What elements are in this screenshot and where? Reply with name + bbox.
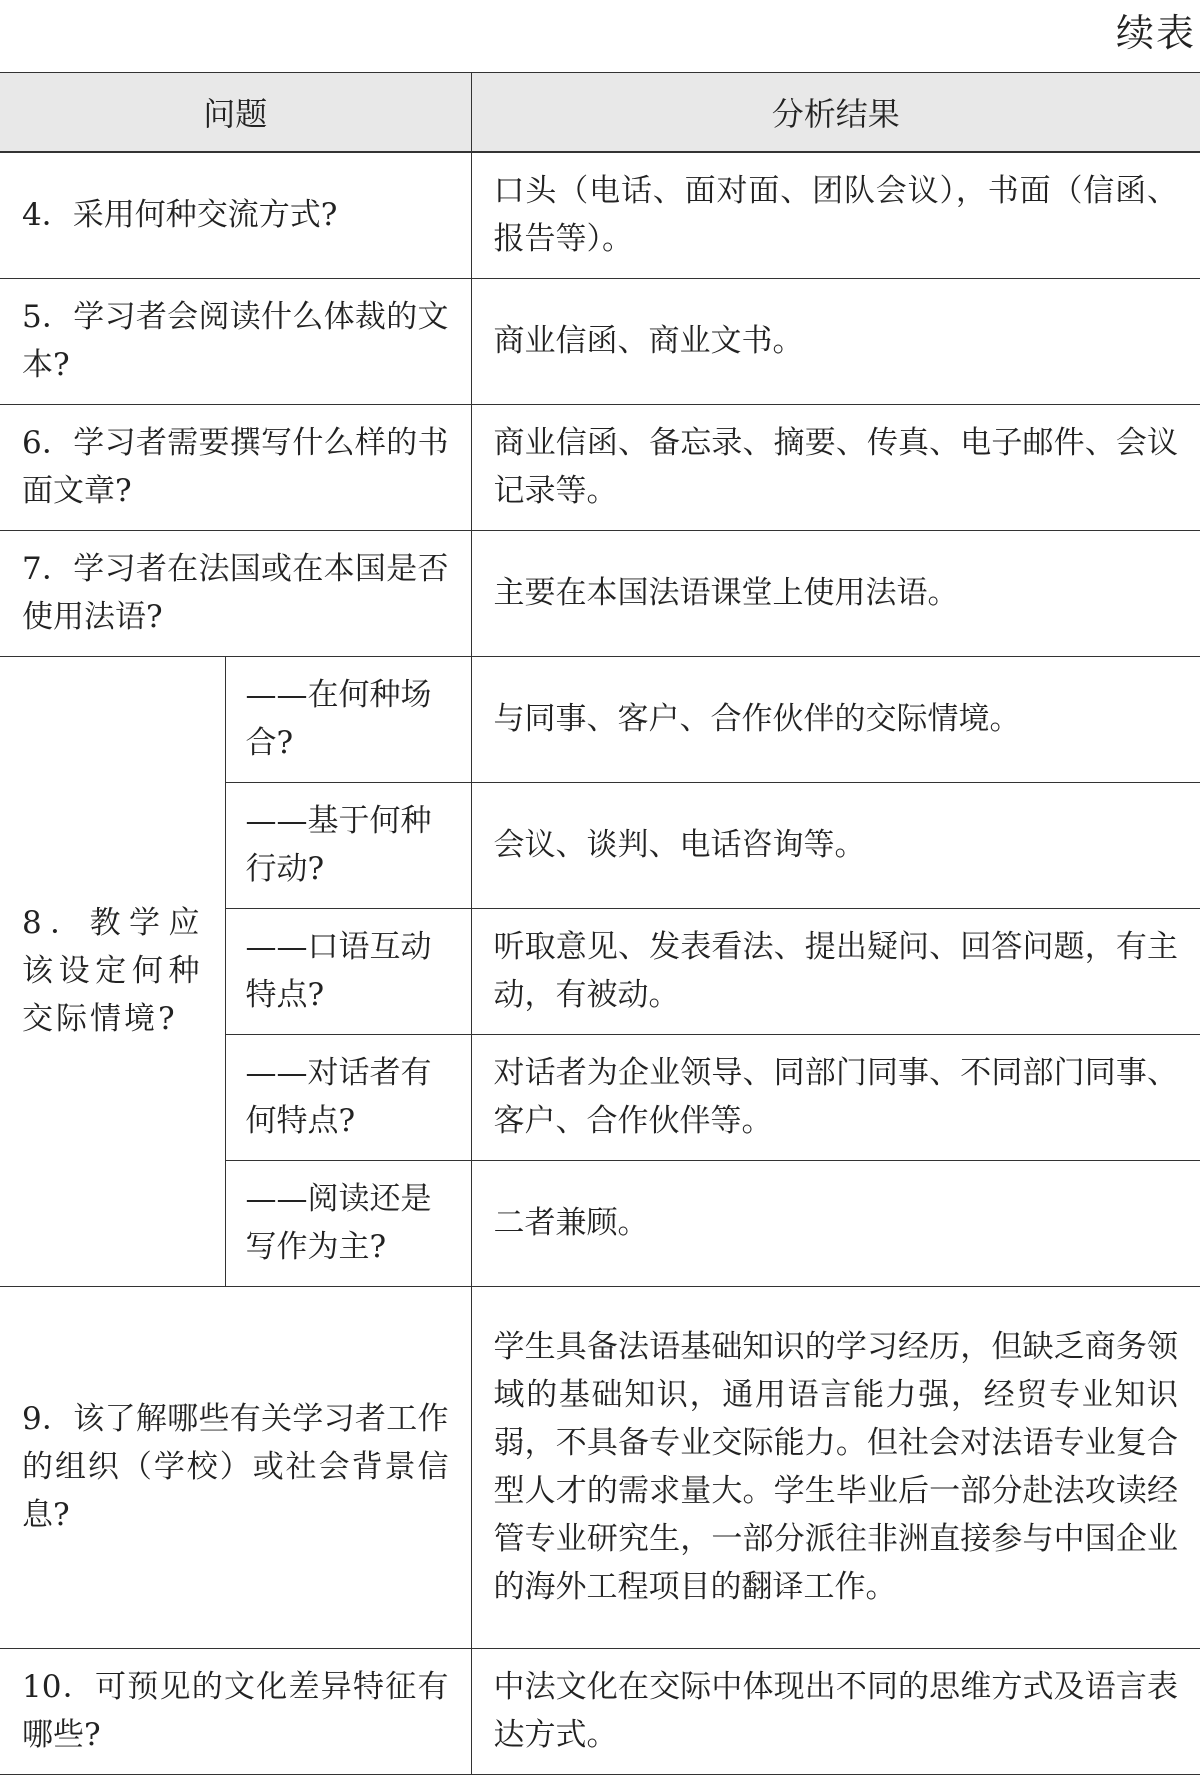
question-cell: 9．该了解哪些有关学习者工作的组织（学校）或社会背景信息? bbox=[0, 1286, 471, 1648]
question-cell: 4．采用何种交流方式? bbox=[0, 152, 471, 278]
result-cell: 与同事、客户、合作伙伴的交际情境。 bbox=[471, 656, 1200, 782]
header-question: 问题 bbox=[0, 73, 471, 153]
question-cell: 6．学习者需要撰写什么样的书面文章? bbox=[0, 404, 471, 530]
result-cell: 商业信函、备忘录、摘要、传真、电子邮件、会议记录等。 bbox=[471, 404, 1200, 530]
question-cell-8: 8．教学应该设定何种交际情境? bbox=[0, 656, 225, 1286]
sub-question-cell: ——对话者有何特点? bbox=[225, 1034, 471, 1160]
table-row bbox=[0, 404, 1200, 530]
result-cell: 中法文化在交际中体现出不同的思维方式及语言表达方式。 bbox=[471, 1648, 1200, 1774]
result-cell: 商业信函、商业文书。 bbox=[471, 278, 1200, 404]
result-cell: 会议、谈判、电话咨询等。 bbox=[471, 782, 1200, 908]
table-row bbox=[0, 152, 1200, 278]
sub-question-cell: ——阅读还是写作为主? bbox=[225, 1160, 471, 1286]
table-header-row bbox=[0, 73, 1200, 153]
header-result: 分析结果 bbox=[471, 73, 1200, 153]
result-cell: 二者兼顾。 bbox=[471, 1160, 1200, 1286]
result-cell: 听取意见、发表看法、提出疑问、回答问题，有主动，有被动。 bbox=[471, 908, 1200, 1034]
result-cell: 口头（电话、面对面、团队会议），书面（信函、报告等）。 bbox=[471, 152, 1200, 278]
question-cell: 7．学习者在法国或在本国是否使用法语? bbox=[0, 530, 471, 656]
result-cell: 对话者为企业领导、同部门同事、不同部门同事、客户、合作伙伴等。 bbox=[471, 1034, 1200, 1160]
analysis-table bbox=[0, 72, 1200, 1775]
table-row bbox=[0, 656, 1200, 782]
result-cell: 主要在本国法语课堂上使用法语。 bbox=[471, 530, 1200, 656]
sub-question-cell: ——在何种场合? bbox=[225, 656, 471, 782]
question-cell: 10．可预见的文化差异特征有哪些? bbox=[0, 1648, 471, 1774]
result-cell: 学生具备法语基础知识的学习经历，但缺乏商务领域的基础知识，通用语言能力强，经贸专业知识弱，不具备专业交际能力。但社会对法语专业复合型人才的需求量大。学生毕业后一部分赴法攻读经管专业研究生，一部分派往非洲直接参与中国企业的海外工程项目的翻译工作。 bbox=[471, 1286, 1200, 1648]
continued-label: 续表 bbox=[1115, 11, 1196, 55]
table-row bbox=[0, 530, 1200, 656]
sub-question-cell: ——口语互动特点? bbox=[225, 908, 471, 1034]
sub-question-cell: ——基于何种行动? bbox=[225, 782, 471, 908]
table-row bbox=[0, 1648, 1200, 1774]
table-row bbox=[0, 278, 1200, 404]
question-cell: 5．学习者会阅读什么体裁的文本? bbox=[0, 278, 471, 404]
table-row bbox=[0, 1286, 1200, 1648]
